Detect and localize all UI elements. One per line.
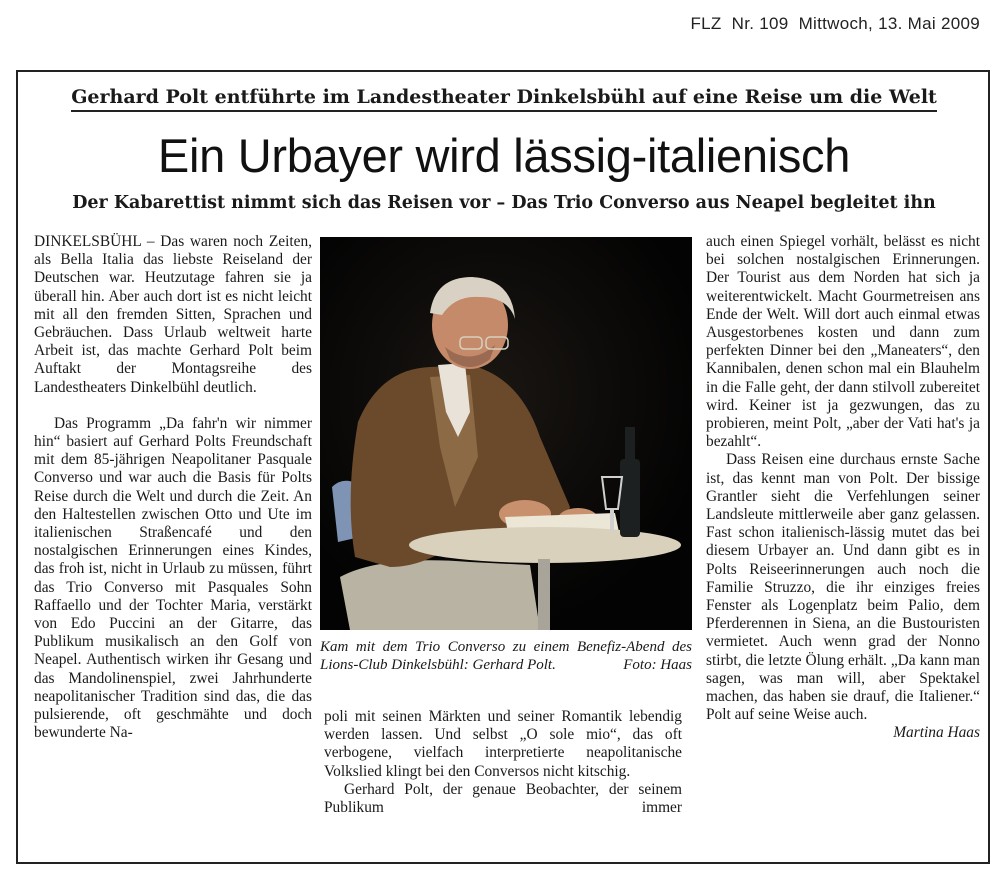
photo-caption	[320, 638, 692, 674]
paragraph: DINKELSBÜHL – Das waren noch Zeiten, als Bella Italia das liebste Reiseland der Deutschen war. Heutzutage fahren sie ja überall hin. Aber auch dort ist es nicht leicht mit all den fremden Sitten, Sprachen und Gebräuchen. Dass Urlaub weltweit harte Arbeit ist, das machte Gerhard Polt beim Auftakt der Montagsreihe des Landestheaters Dinkelbühl deutlich.	[34, 233, 312, 396]
kicker-line	[0, 86, 1008, 108]
issue-header: FLZ Nr. 109 Mittwoch, 13. Mai 2009	[690, 14, 980, 33]
headline: Ein Urbayer wird lässig-italienisch	[157, 129, 851, 182]
paragraph: Das Programm „Da fahr'n wir nimmer hin“ basiert auf Gerhard Polts Freundschaft mit dem 85-jährigen Neapolitaner Pasquale Converso und war auch die Basis für Polts Reise durch die Welt und durch die Zeit. An den Haltestellen zwischen Otto und Ute im italienischen Straßencafé und den nostalgischen Erinnerungen eines Kindes, das froh ist, nicht in Urlaub zu müssen, führt das Trio Converso mit Pasquales Sohn Raffaello und der Tochter Maria, verstärkt von Edo Puccini an der Gitarre, das Publikum musikalisch an den Golf von Neapel. Authentisch wirken ihr Gesang und das Mandolinenspiel, zwei Jahrhunderte neapolitanischer Tradition sind das, die das pulsierende, oft geschmähte und doch bewunderte Na-	[34, 414, 312, 742]
column-3	[706, 233, 980, 743]
paragraph: auch einen Spiegel vorhält, belässt es nicht bei solchen nostalgischen Erinnerungen. Der Tourist aus dem Norden hat sich ja weiterentwickelt. Macht Gourmetreisen ans Ende der Welt. Will dort auch einmal etwas Ausgestorbenes kosten und dann zum perfekten Dinner bei den „Maneaters“, den Kannibalen, denen schon mal ein Blauhelm in die Falle geht, der dann stilvoll zubereitet wird. Keiner ist ja gezwungen, das zu probieren, meint Polt, „aber der Vati hat's ja bezahlt“.	[706, 233, 980, 451]
paragraph: Dass Reisen eine durchaus ernste Sache ist, das kennt man von Polt. Der bissige Grantler sieht die Verfehlungen seiner Landsleute mittlerweile aber ganz gelassen. Fast schon italienisch-lässig mutet das bei diesem Urbayer an. Und dann gibt es in Polts Reiseerinnerungen auch noch die Familie Struzzo, die ihr einziges freies Fenster als Logenplatz beim Palio, dem Pferderennen in Siena, an die Bustouristen vermietet. Auch wenn grad der Nonno stirbt, die letzte Ölung erhält. „Da kann man sagen, was man will, aber Spektakel machen, das haben sie drauf, die Italiener.“ Polt auf seine Weise auch.	[706, 451, 980, 724]
paragraph: poli mit seinen Märkten und seiner Romantik lebendig werden lassen. Und selbst „O sole mio“, das oft verbogene, vielfach interpretierte neapolitanische Volkslied klingt bei den Conversos nicht kitschig.	[324, 708, 682, 780]
caption-text: Kam mit dem Trio Converso zu einem Benefiz-Abend des Lions-Club Dinkelsbühl: Gerhard Polt.	[320, 639, 692, 673]
photo	[320, 237, 692, 630]
photo-credit: Foto: Haas	[623, 657, 692, 673]
paragraph: Gerhard Polt, der genaue Beobachter, der seinem Publikum immer	[324, 780, 682, 817]
photo-illustration	[320, 237, 692, 630]
author-byline: Martina Haas	[893, 724, 980, 742]
column-1	[34, 233, 312, 742]
kicker-text: Gerhard Polt entführte im Landestheater Dinkelsbühl auf eine Reise um die Welt	[71, 86, 937, 112]
column-2	[324, 708, 682, 817]
subheadline: Der Kabarettist nimmt sich das Reisen vor – Das Trio Converso aus Neapel begleitet ihn	[72, 193, 936, 213]
